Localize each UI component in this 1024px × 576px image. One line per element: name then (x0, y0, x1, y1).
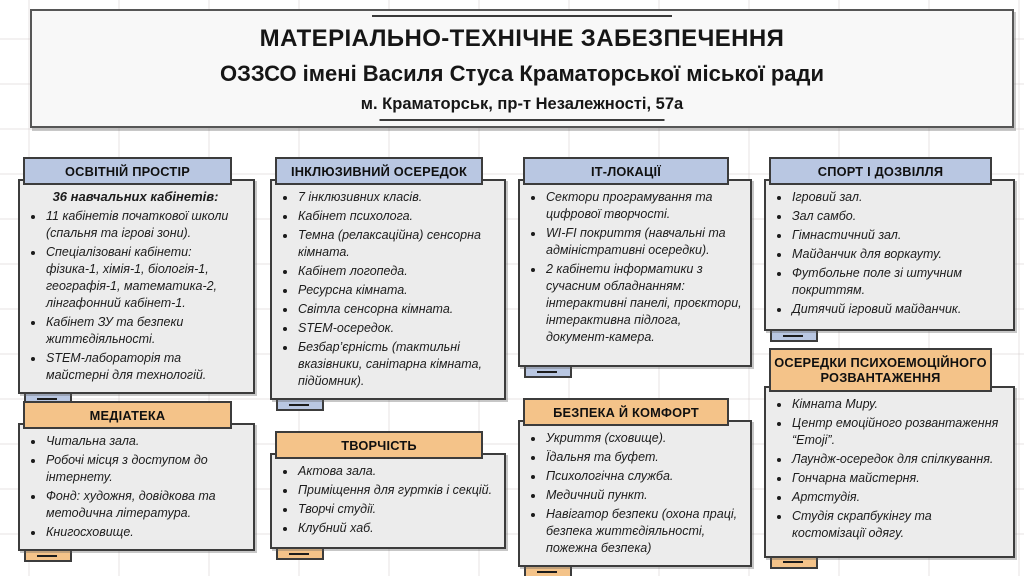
list-item: • STEM-лабораторія та майстерні для технологій. (45, 350, 245, 384)
dash-icon (537, 571, 557, 573)
list-item: • Ресурсна кімната. (297, 282, 496, 299)
dash-icon (289, 553, 309, 555)
card-it-lokatsii (518, 157, 752, 378)
card-title: ОСВІТНІЙ ПРОСТІР (23, 157, 232, 185)
card-list (526, 189, 742, 346)
list-item: • 11 кабінетів початкової школи (спальня та ігрові зони). (45, 208, 245, 242)
card-title: СПОРТ І ДОЗВІЛЛЯ (769, 157, 992, 185)
card-list (278, 189, 496, 390)
slide-title: МАТЕРІАЛЬНО-ТЕХНІЧНЕ ЗАБЕЗПЕЧЕННЯ (259, 25, 785, 52)
list-item: • Укриття (сховище). (545, 430, 742, 447)
list-item: • STEM-осередок. (297, 320, 496, 337)
list-item: • Кімната Миру. (791, 396, 1005, 413)
card-body (518, 179, 752, 367)
card-title: ТВОРЧІСТЬ (275, 431, 483, 459)
dash-icon (289, 404, 309, 406)
card-osvitnii-prostir (18, 157, 255, 405)
decorative-rule-bottom (380, 119, 665, 121)
card-list (772, 396, 1005, 542)
card-title: ОСЕРЕДКИ ПСИХОЕМОЦІЙНОГО РОЗВАНТАЖЕННЯ (769, 348, 992, 392)
card-bezpeka-i-komfort (518, 398, 752, 576)
card-tvorchist (270, 431, 506, 560)
list-item: • Артстудія. (791, 489, 1005, 506)
card-list (26, 208, 245, 384)
list-item: • Сектори програмування та цифрової творчості. (545, 189, 742, 223)
list-item: • Спеціалізовані кабінети: фізика-1, хімія-1, біологія-1, географія-1, математика-2, лінгафонний кабінет-1. (45, 244, 245, 312)
list-item: • Навігатор безпеки (охона праці, безпека життєдіяльності, пожежна безпека) (545, 506, 742, 557)
card-body (18, 179, 255, 394)
list-item: • Кабінет психолога. (297, 208, 496, 225)
dash-icon (37, 398, 57, 400)
dash-icon (783, 335, 803, 337)
list-item: • 2 кабінети інформатики з сучасним обладнанням: інтерактивні панелі, проєктори, інтерактивна підлога, документ-камера. (545, 261, 742, 346)
list-item: • Лаундж-осередок для спілкування. (791, 451, 1005, 468)
card-body (764, 179, 1015, 331)
card-list (26, 433, 245, 541)
card-title: ІТ-ЛОКАЦІЇ (523, 157, 729, 185)
card-inkliuzyvnyi-oseredok (270, 157, 506, 411)
list-item: • Центр емоційного розвантаження “Emoji”. (791, 415, 1005, 449)
list-item: • Майданчик для воркауту. (791, 246, 1005, 263)
decorative-rule-top (372, 15, 672, 17)
list-item: • Книгосховище. (45, 524, 245, 541)
list-item: • Безбар’єрність (тактильні вказівники, санітарна кімната, підйомник). (297, 339, 496, 390)
list-item: • Ігровий зал. (791, 189, 1005, 206)
card-mediateka (18, 401, 255, 562)
list-item: • Приміщення для гуртків і секцій. (297, 482, 496, 499)
list-item: • Кабінет ЗУ та безпеки життєдіяльності. (45, 314, 245, 348)
card-lead: 36 навчальних кабінетів: (52, 189, 219, 205)
card-title: МЕДІАТЕКА (23, 401, 232, 429)
card-sport-i-dozvillia (764, 157, 1015, 342)
list-item: • Творчі студії. (297, 501, 496, 518)
list-item: • 7 інклюзивних класів. (297, 189, 496, 206)
school-address: м. Краматорськ, пр-т Незалежності, 57а (360, 95, 684, 113)
list-item: • Актова зала. (297, 463, 496, 480)
list-item: • Темна (релаксаційна) сенсорна кімната. (297, 227, 496, 261)
card-body (18, 423, 255, 551)
card-oseredky-psykhoemotsiinoho (764, 348, 1015, 569)
list-item: • WI-FI покриття (навчальні та адміністративні осередки). (545, 225, 742, 259)
list-item: • Клубний хаб. (297, 520, 496, 537)
list-item: • Фонд: художня, довідкова та методична література. (45, 488, 245, 522)
dash-icon (537, 371, 557, 373)
card-title: ІНКЛЮЗИВНИЙ ОСЕРЕДОК (275, 157, 483, 185)
dash-icon (783, 561, 803, 563)
list-item: • Читальна зала. (45, 433, 245, 450)
card-list (278, 463, 496, 537)
list-item: • Студія скрапбукінгу та костомізації одягу. (791, 508, 1005, 542)
card-title: БЕЗПЕКА Й КОМФОРТ (523, 398, 729, 426)
dash-icon (37, 555, 57, 557)
school-name: ОЗЗСО імені Василя Стуса Краматорської міської ради (219, 61, 825, 86)
list-item: • Робочі місця з доступом до інтернету. (45, 452, 245, 486)
title-plate (30, 9, 1014, 128)
card-body (270, 453, 506, 549)
list-item: • Зал самбо. (791, 208, 1005, 225)
list-item: • Гімнастичний зал. (791, 227, 1005, 244)
list-item: • Гончарна майстерня. (791, 470, 1005, 487)
list-item: • Їдальня та буфет. (545, 449, 742, 466)
list-item: • Футбольне поле зі штучним покриттям. (791, 265, 1005, 299)
list-item: • Психологічна служба. (545, 468, 742, 485)
card-body (764, 386, 1015, 558)
list-item: • Медичний пункт. (545, 487, 742, 504)
list-item: • Дитячий ігровий майданчик. (791, 301, 1005, 318)
card-list (772, 189, 1005, 318)
list-item: • Світла сенсорна кімната. (297, 301, 496, 318)
card-body (270, 179, 506, 400)
card-list (526, 430, 742, 557)
list-item: • Кабінет логопеда. (297, 263, 496, 280)
card-body (518, 420, 752, 567)
